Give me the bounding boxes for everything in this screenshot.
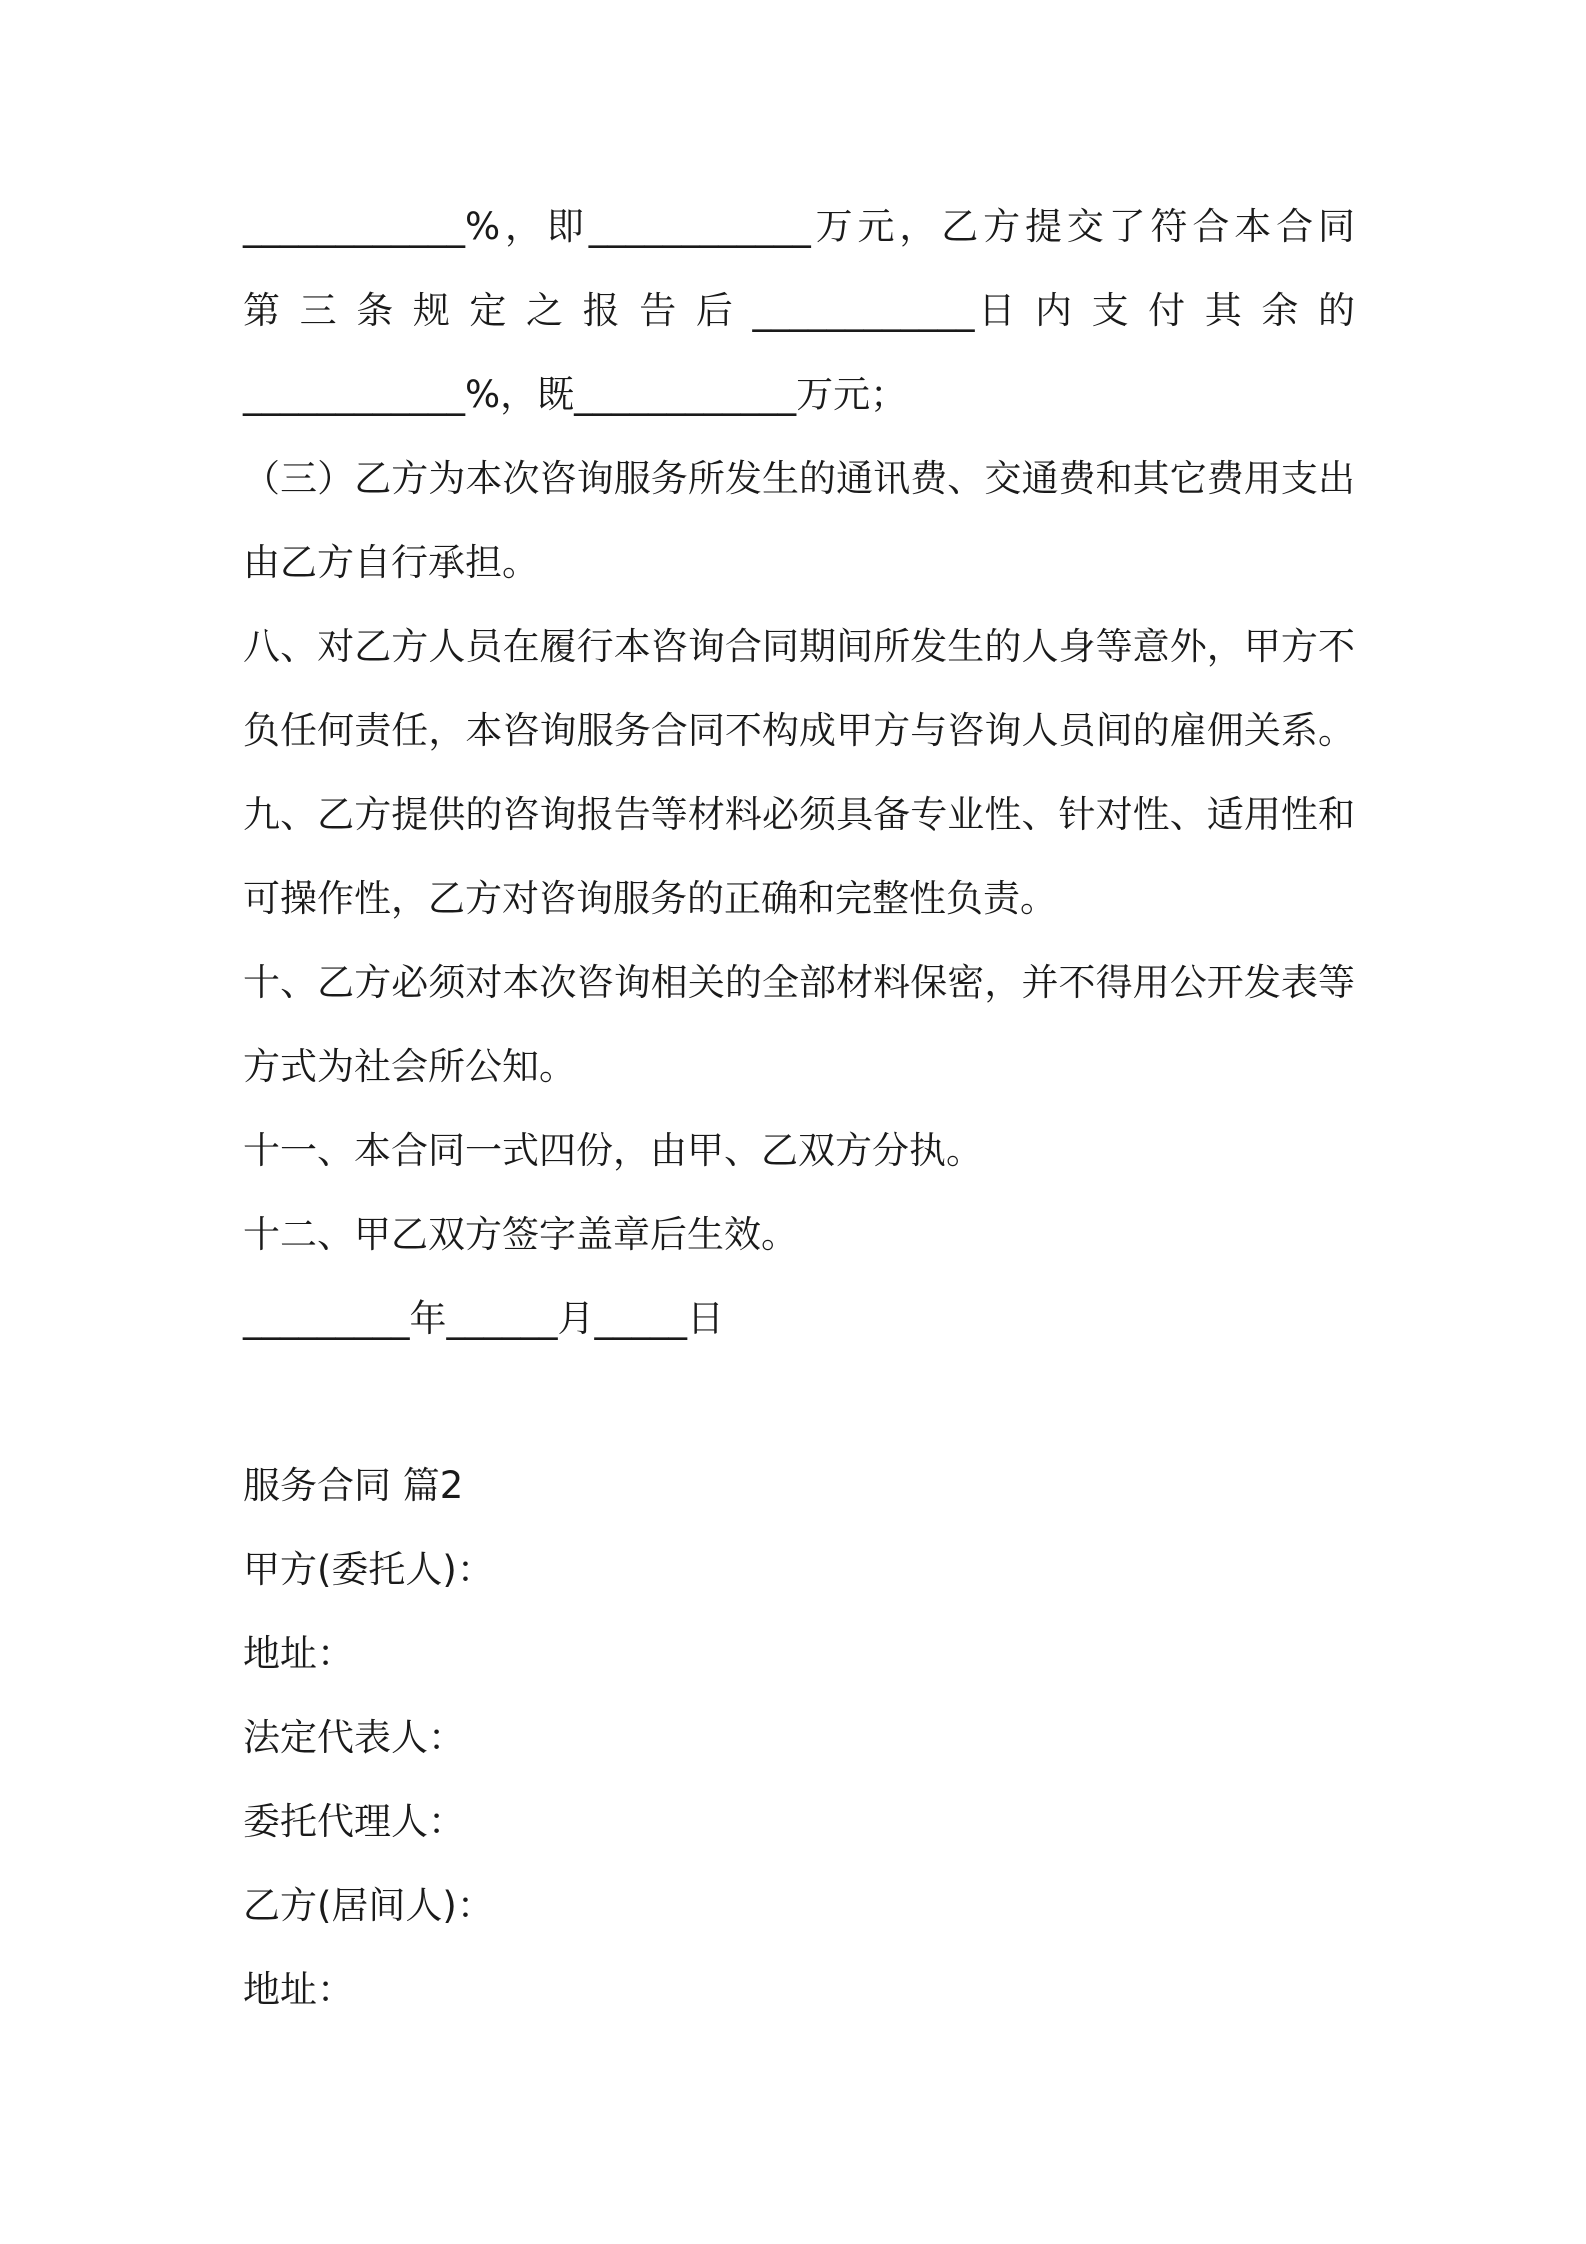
party-b-address-field: 地址：: [243, 1968, 354, 2011]
clause-10-line-1: 十、乙方必须对本次咨询相关的全部材料保密，并不得用公开发表等: [243, 961, 1355, 1004]
body-line-2: 第 三 条 规 定 之 报 告 后 ____________日 内 支 付 其 余 的: [243, 289, 1355, 332]
body-line-3: ____________%，既____________万元；: [243, 373, 908, 416]
party-a-address-field: 地址：: [243, 1632, 354, 1675]
clause-10-line-2: 方式为社会所公知。: [243, 1045, 576, 1088]
clause-9-line-2: 可操作性，乙方对咨询服务的正确和完整性负责。: [243, 877, 1057, 920]
clause-8-line-1: 八、对乙方人员在履行本咨询合同期间所发生的人身等意外，甲方不: [243, 625, 1355, 668]
authorized-agent-field: 委托代理人：: [243, 1800, 465, 1843]
party-a-field: 甲方(委托人)：: [243, 1548, 494, 1591]
clause-8-line-2: 负任何责任，本咨询服务合同不构成甲方与咨询人员间的雇佣关系。: [243, 709, 1355, 752]
clause-9-line-1: 九、乙方提供的咨询报告等材料必须具备专业性、针对性、适用性和: [243, 793, 1355, 836]
clause-11: 十一、本合同一式四份，由甲、乙双方分执。: [243, 1129, 983, 1172]
party-b-field: 乙方(居间人)：: [243, 1884, 494, 1927]
body-line-5: 由乙方自行承担。: [243, 541, 539, 584]
clause-12: 十二、甲乙双方签字盖章后生效。: [243, 1213, 798, 1256]
body-line-4: （三）乙方为本次咨询服务所发生的通讯费、交通费和其它费用支出: [243, 457, 1355, 500]
legal-representative-field: 法定代表人：: [243, 1716, 465, 1759]
body-line-1: ____________%，即____________万元，乙方提交了符合本合同: [243, 205, 1355, 248]
date-line: _________年______月_____日: [243, 1297, 724, 1340]
section-2-heading: 服务合同 篇2: [243, 1464, 464, 1507]
